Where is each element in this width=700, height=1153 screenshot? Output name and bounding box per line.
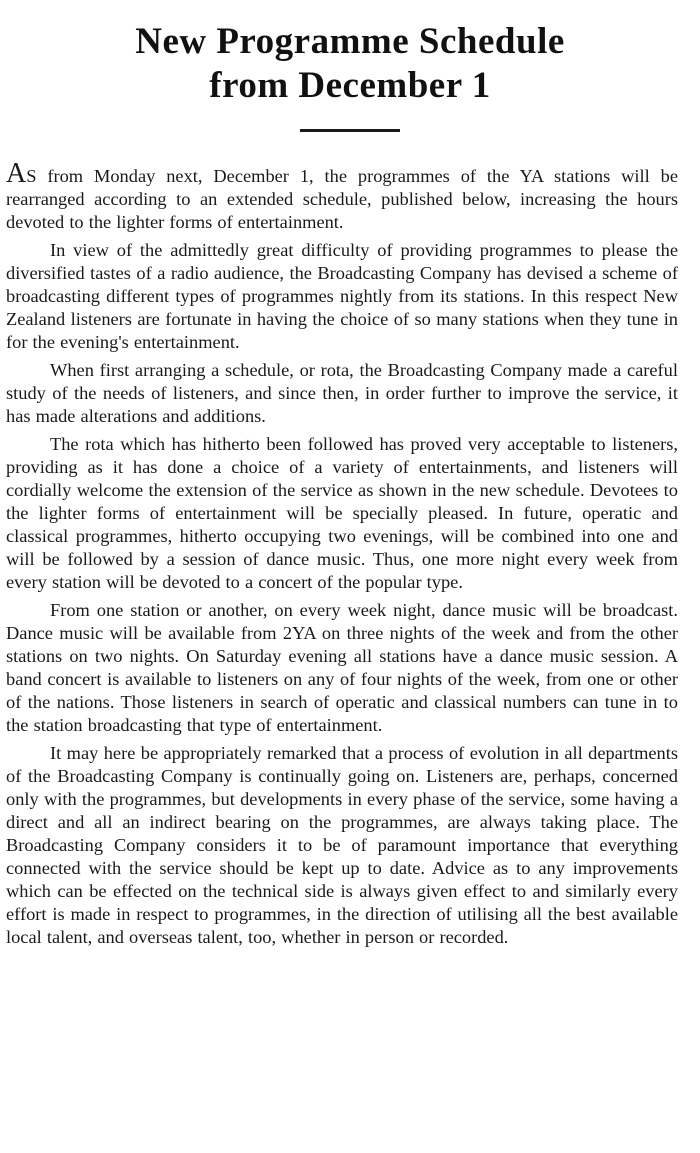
paragraph-5: From one station or another, on every week night, dance music will be broadcast. Dance music will be available from 2YA on three nights of the week and from the other stations on two nights. On Saturday evening all stations have a dance music session. A band concert is available to listeners on any of four nights of the week, from one or other of the nations. Those listeners in search of operatic and classical numbers can tune in to the station broadcasting that type of entertainment.: [6, 600, 678, 735]
drop-cap: A: [6, 158, 27, 189]
paragraph-2: In view of the admittedly great difficulty of providing programmes to please the diversified tastes of a radio audience, the Broadcasting Company has devised a scheme of broadcasting different types of programmes nightly from its stations. In this respect New Zealand listeners are fortunate in having the choice of so many stations when they tune in for the evening's entertainment.: [6, 240, 678, 352]
paragraph-3: When first arranging a schedule, or rota, the Broadcasting Company made a careful study of the needs of listeners, and since then, in order further to improve the service, it has made alterations and additions.: [6, 360, 678, 426]
headline-line-1: New Programme Schedule: [135, 21, 565, 62]
article-body: [6, 158, 678, 949]
paragraph-4: The rota which has hitherto been followed has proved very acceptable to listeners, providing as it has done a choice of a variety of entertainments, and listeners will cordially welcome the extension of the service as shown in the new schedule. Devotees to the lighter forms of entertainment will be specially pleased. In future, operatic and classical programmes, hitherto occupying two evenings, will be combined into one and will be followed by a session of dance music. Thus, one more night every week from every station will be devoted to a concert of the popular type.: [6, 434, 678, 592]
paragraph-1: [6, 158, 678, 234]
headline-line-2: from December 1: [209, 65, 491, 106]
headline-divider: [300, 129, 400, 132]
paragraph-6: It may here be appropriately remarked that a process of evolution in all departments of the Broadcasting Company is continually going on. Listeners are, perhaps, concerned only with the programmes, but developments in every phase of the service, some having a direct and all an indirect bearing on the programmes, are always taking place. The Broadcasting Company considers it to be of paramount importance that everything connected with the service should be kept up to date. Advice as to any improvements which can be effected on the technical side is always given effect to and similarly every effort is made in respect to programmes, in the direction of utilising all the best available local talent, and overseas talent, too, whether in person or recorded.: [6, 743, 678, 947]
paragraph-1-text: S from Monday next, December 1, the programmes of the YA stations will be rearranged according to an extended schedule, published below, increasing the hours devoted to the lighter forms of entertainment.: [6, 166, 678, 232]
